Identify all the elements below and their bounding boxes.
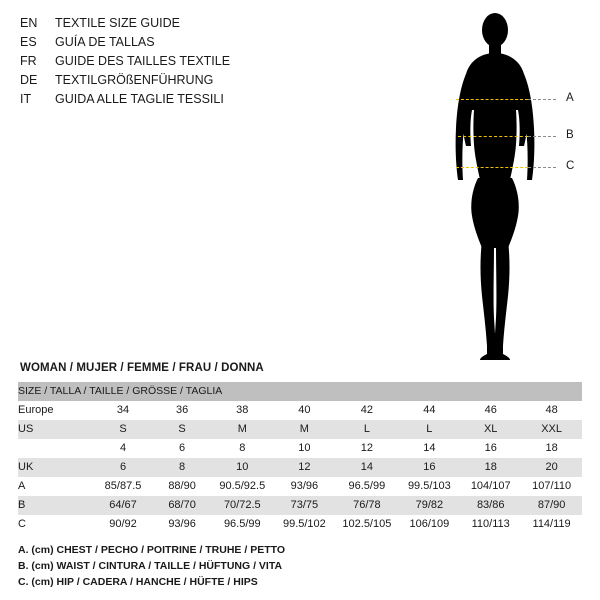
cell: 38 [236,404,249,416]
measurement-legend [18,542,578,590]
cell: S [119,423,127,435]
cell: 90/92 [109,518,137,530]
cell: 18 [484,461,497,473]
language-code: ES [20,35,37,49]
table-header-row [18,382,582,401]
cell: 104/107 [470,480,511,492]
cell: 107/110 [532,480,572,492]
cell: 99.5/102 [282,518,326,530]
legend-item-c: C. (cm) HIP / CADERA / HANCHE / HÜFTE / HIPS [18,576,258,588]
table-row [18,401,582,420]
cell: M [237,423,247,435]
language-row [20,14,320,33]
language-title: GUIDE DES TAILLES TEXTILE [55,54,231,68]
cell: 10 [236,461,249,473]
cell: 16 [423,461,436,473]
row-label [18,439,93,458]
cell: 96.5/99 [223,518,261,530]
cell: 85/87.5 [104,480,142,492]
cell: M [299,423,309,435]
cell: L [363,423,370,435]
cell: 34 [116,404,130,416]
cell: 14 [423,442,436,454]
cell: 114/119 [532,518,571,530]
cell: 90.5/92.5 [219,480,266,492]
cell: 96.5/99 [348,480,386,492]
measure-line-c-grey [528,167,556,168]
language-title: TEXTILE SIZE GUIDE [55,16,181,30]
language-code: DE [20,73,38,87]
cell: 87/90 [537,499,566,511]
row-label: B [18,499,26,511]
cell: 79/82 [415,499,444,511]
language-code: EN [20,16,38,30]
measure-label-a: A [566,92,574,104]
language-row [20,90,320,109]
cell: 8 [179,461,186,473]
cell: 16 [484,442,497,454]
cell: 12 [360,442,373,454]
table-row [18,420,582,439]
cell: 48 [545,404,558,416]
cell: 44 [423,404,436,416]
language-code: FR [20,54,37,68]
language-title: GUIDA ALLE TAGLIE TESSILI [55,92,224,106]
cell: 6 [179,442,186,454]
size-table [18,382,582,534]
cell: 88/90 [168,480,196,492]
language-row [20,71,320,90]
cell: 20 [545,461,558,473]
cell: 110/113 [471,518,510,530]
measure-line-b-grey [528,136,556,137]
cell: 14 [360,461,373,473]
cell: 8 [239,442,246,454]
table-row [18,439,582,458]
measure-line-c-yellow [456,167,528,168]
measure-label-c: C [566,160,575,172]
language-title: TEXTILGRÖßENFÜHRUNG [55,73,214,87]
cell: 6 [119,461,127,473]
female-body-figure [400,0,600,375]
cell: 93/96 [290,480,319,492]
cell: L [426,423,433,435]
legend-item-b: B. (cm) WAIST / CINTURA / TAILLE / HÜFTUNG / VITA [18,560,283,572]
cell: XXL [541,423,562,435]
legend-item-a: A. (cm) CHEST / PECHO / POITRINE / TRUHE / PETTO [18,544,286,556]
cell: XL [483,423,498,435]
female-silhouette-icon [430,8,560,368]
cell: 83/86 [476,499,505,511]
language-code: IT [20,92,32,106]
cell: 106/109 [409,518,450,530]
cell: 18 [545,442,558,454]
row-label: C [18,518,26,530]
cell: 42 [360,404,373,416]
cell: 102.5/105 [342,518,392,530]
measure-line-a-yellow [456,99,528,100]
table-row [18,458,582,477]
cell: S [178,423,186,435]
language-title: GUÍA DE TALLAS [55,35,155,49]
cell: 68/70 [168,499,196,511]
cell: 76/78 [353,499,381,511]
cell: 99.5/103 [407,480,451,492]
language-row [20,33,320,52]
cell: 40 [298,404,311,416]
cell: 4 [119,442,127,454]
row-label: A [18,480,26,492]
cell: 93/96 [168,518,196,530]
measure-line-b-yellow [458,136,528,137]
row-label: US [18,423,34,435]
row-label: UK [18,461,34,473]
cell: 46 [484,404,497,416]
measure-label-b: B [566,129,574,141]
cell: 70/72.5 [223,499,261,511]
row-label: Europe [18,404,54,416]
cell: 12 [298,461,311,473]
section-caption: WOMAN / MUJER / FEMME / FRAU / DONNA [20,362,264,374]
cell: 73/75 [290,499,319,511]
language-row [20,52,320,71]
table-row [18,477,582,496]
table-header-label: SIZE / TALLA / TAILLE / GRÖSSE / TAGLIA [18,385,223,397]
measure-line-a-grey [528,99,556,100]
table-row [18,496,582,515]
cell: 64/67 [109,499,137,511]
language-title-list [20,14,320,109]
cell: 10 [298,442,311,454]
cell: 36 [175,404,189,416]
table-row [18,515,582,534]
